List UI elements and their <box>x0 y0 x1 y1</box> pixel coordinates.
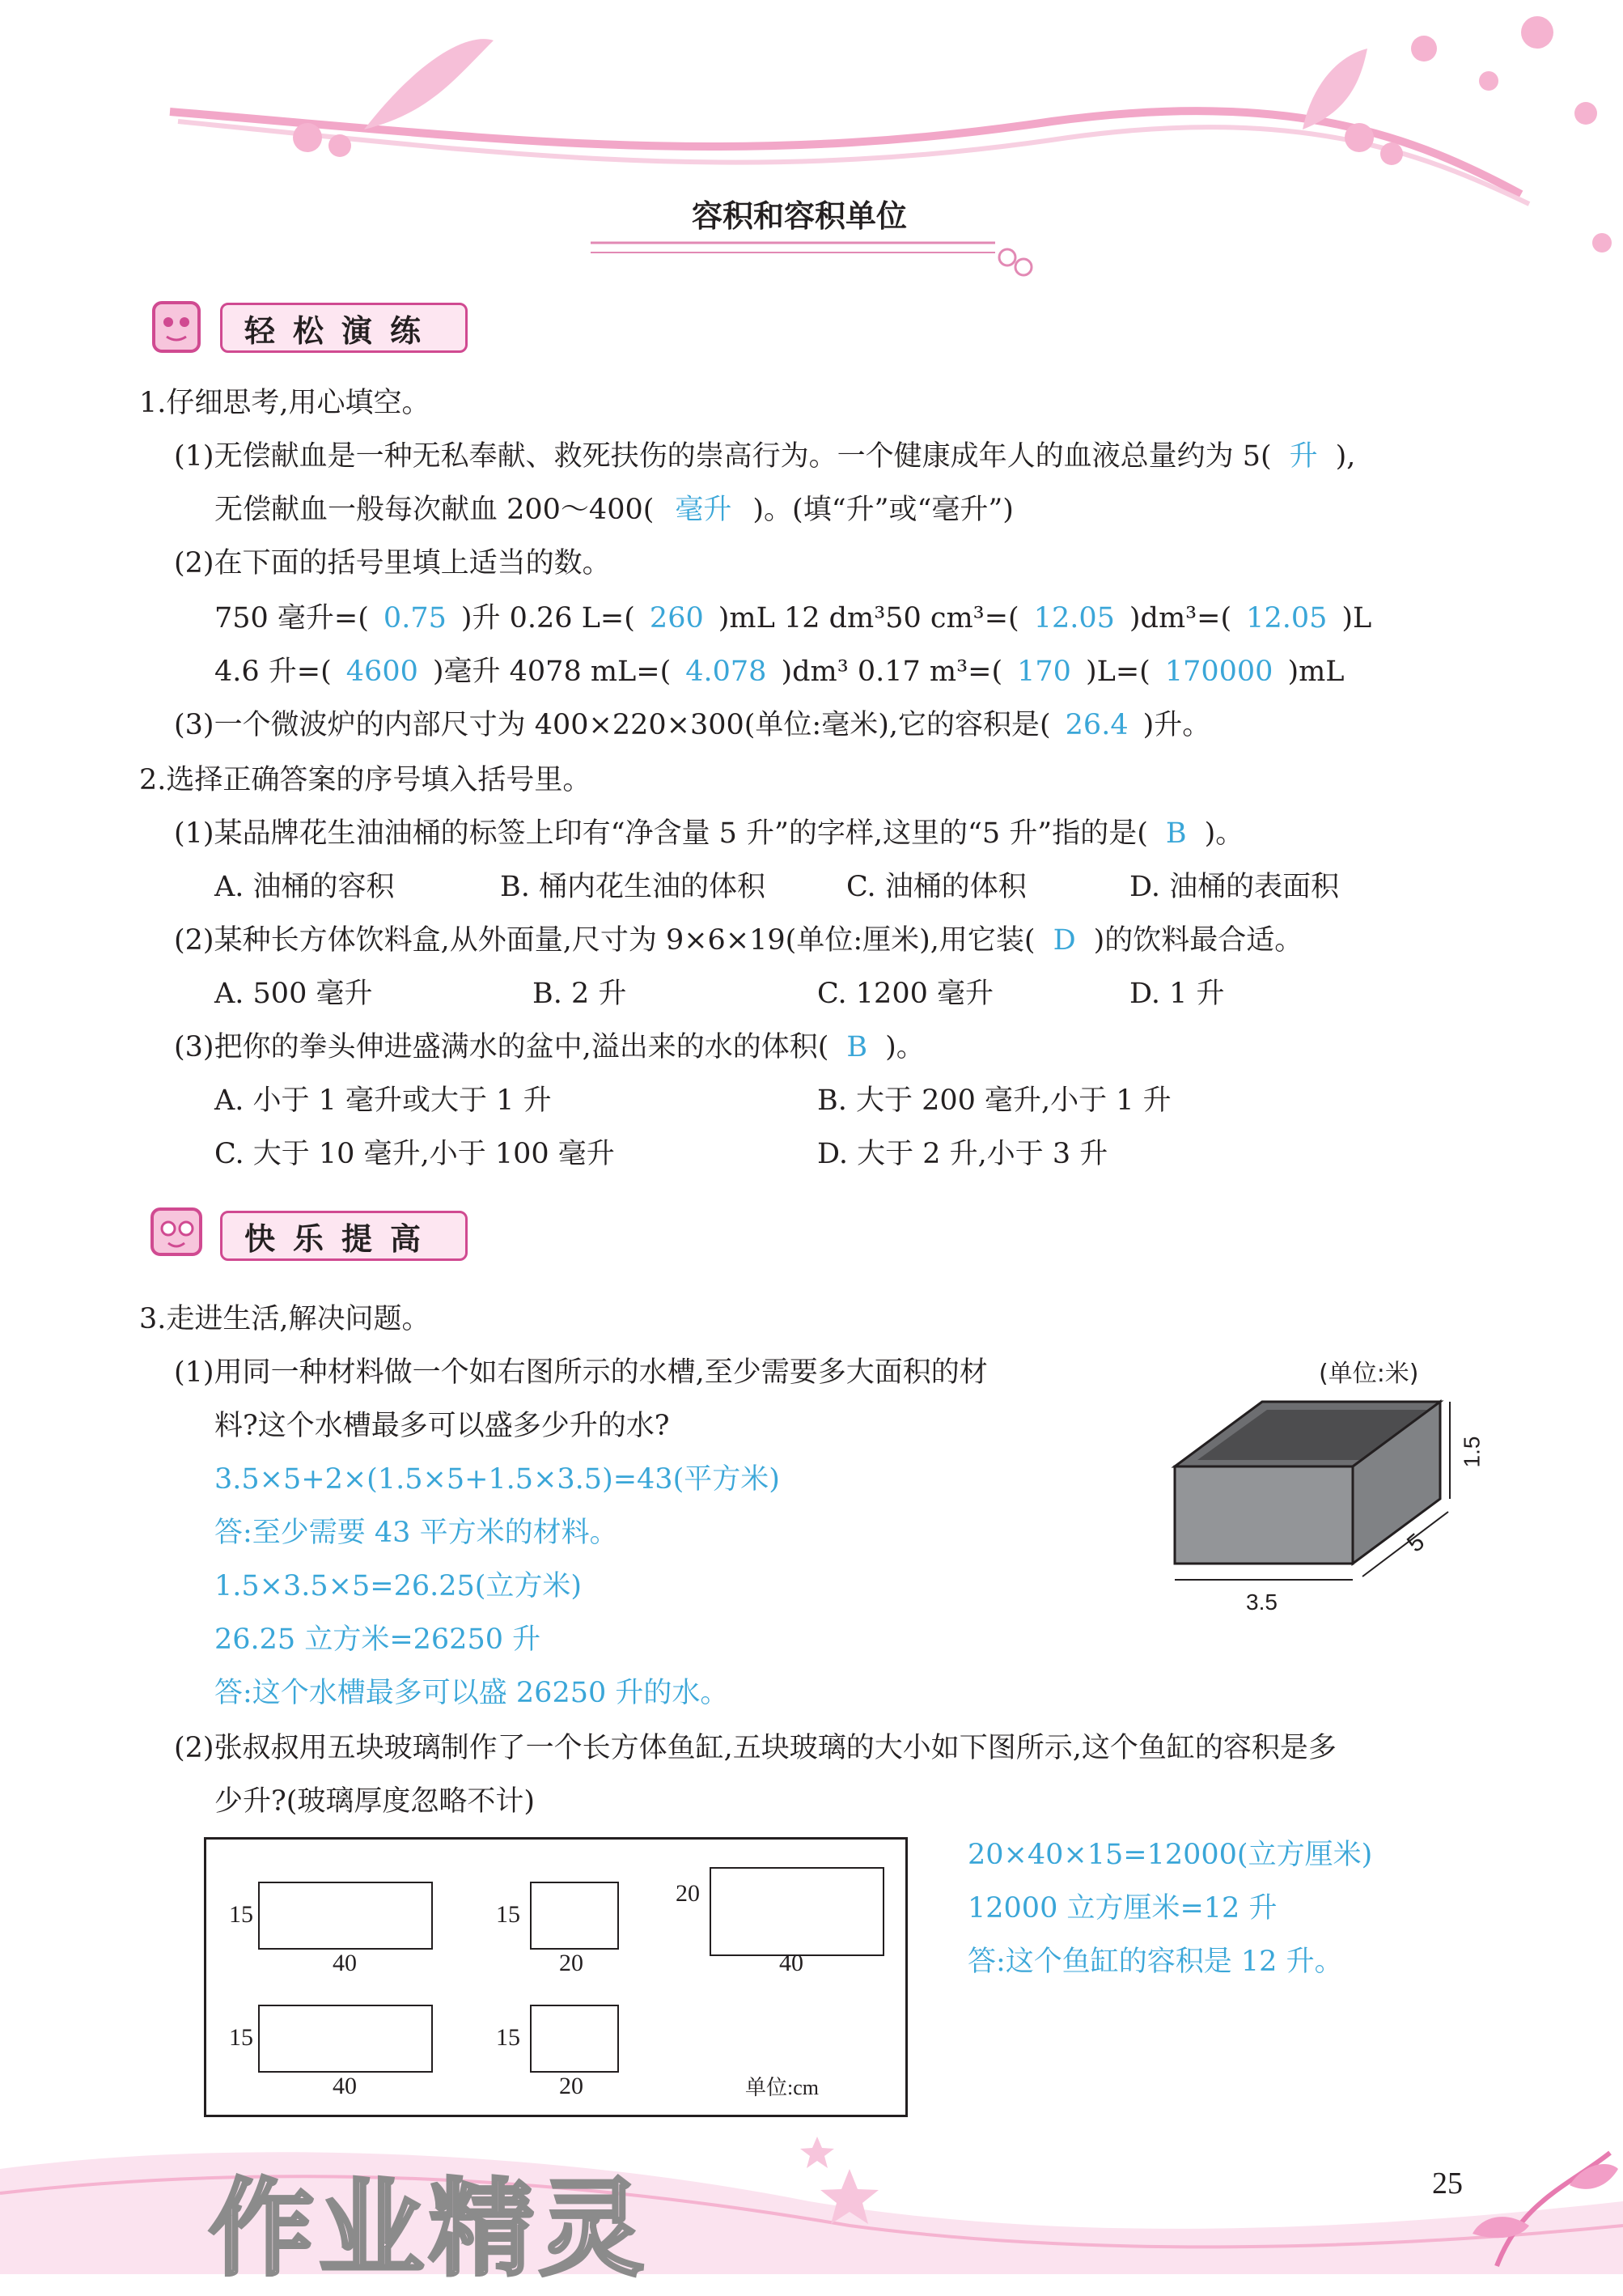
answer-line: 答:这个水槽最多可以盛 26250 升的水。 <box>214 1677 729 1709</box>
page-number: 25 <box>1432 2167 1463 2201</box>
pane-height-label: 20 <box>676 1880 700 1907</box>
q2-sub2: (2)某种长方体饮料盒,从外面量,尺寸为 9×6×19(单位:厘米),用它装( D )的饮料最合适。 <box>174 924 1303 957</box>
option-c: C. 大于 10 毫升,小于 100 毫升 <box>214 1138 615 1170</box>
row-text: )dm³=( <box>1129 602 1232 634</box>
option-d: D. 1 升 <box>1129 978 1225 1010</box>
option-c: C. 油桶的体积 <box>846 871 1027 903</box>
row-text: )升 0.26 L=( <box>460 602 635 634</box>
answer-line: 26.25 立方米=26250 升 <box>214 1623 541 1656</box>
pane-width-label: 40 <box>779 1950 803 1976</box>
option-d: D. 油桶的表面积 <box>1129 871 1340 903</box>
glass-pane <box>258 2005 433 2073</box>
row-text: )mL <box>1287 656 1345 688</box>
q1-conversion-row-2 <box>214 654 1345 690</box>
answer-line: 答:这个鱼缸的容积是 12 升。 <box>968 1946 1343 1978</box>
tank-height-label: 1.5 <box>1459 1436 1485 1468</box>
glass-unit-label: 单位:cm <box>745 2076 819 2099</box>
q3-part1-line2: 料?这个水槽最多可以盛多少升的水? <box>214 1410 670 1442</box>
row-text: )mL 12 dm³50 cm³=( <box>718 602 1019 634</box>
option-b: B. 桶内花生油的体积 <box>500 871 765 903</box>
answer-blank: 4600 <box>345 656 418 688</box>
option-c: C. 1200 毫升 <box>817 978 994 1010</box>
option-a: A. 500 毫升 <box>214 978 373 1010</box>
mascot-icon <box>139 296 220 361</box>
row-text: )dm³ 0.17 m³=( <box>781 656 1003 688</box>
answer-blank: D <box>1053 924 1076 957</box>
pane-width-label: 20 <box>559 1950 583 1976</box>
pane-height-label: 15 <box>229 2024 253 2051</box>
pane-height-label: 15 <box>496 2024 520 2051</box>
answer-blank: 0.75 <box>383 602 447 634</box>
page-title: 容积和容积单位 <box>692 198 908 234</box>
row-text: )L=( <box>1085 656 1151 688</box>
glass-pane <box>710 1867 884 1956</box>
pane-width-label: 20 <box>559 2073 583 2099</box>
answer-blank: 12.05 <box>1033 602 1115 634</box>
answer-blank: 毫升 <box>675 494 732 526</box>
answer-blank: B <box>846 1031 868 1063</box>
q1-conversion-row-1 <box>214 601 1371 636</box>
q3-part2-line2: 少升?(玻璃厚度忽略不计) <box>214 1785 536 1818</box>
row-text: )L <box>1341 602 1372 634</box>
option-a: A. 油桶的容积 <box>214 871 395 903</box>
option-d: D. 大于 2 升,小于 3 升 <box>817 1138 1108 1170</box>
q2-sub3: (3)把你的拳头伸进盛满水的盆中,溢出来的水的体积( B )。 <box>174 1031 925 1063</box>
tank-figure <box>1165 1353 1505 1628</box>
mascot-icon <box>139 1201 220 1266</box>
q1-part2: (2)在下面的括号里填上适当的数。 <box>174 547 611 579</box>
glass-pane <box>530 2005 619 2073</box>
badge-label: 轻松演练 <box>244 313 439 349</box>
answer-blank: 170000 <box>1164 656 1273 688</box>
option-b: B. 大于 200 毫升,小于 1 升 <box>817 1084 1172 1117</box>
pane-height-label: 15 <box>496 1901 520 1928</box>
q1-part3: (3)一个微波炉的内部尺寸为 400×220×300(单位:毫米),它的容积是( 26.4 )升。 <box>174 709 1211 741</box>
answer-blank: 12.05 <box>1246 602 1328 634</box>
watermark: 作业精灵 <box>209 2167 650 2290</box>
q3-part1-line1: (1)用同一种材料做一个如右图所示的水槽,至少需要多大面积的材 <box>174 1356 988 1389</box>
row-text: 750 毫升=( <box>214 602 369 634</box>
answer-line: 20×40×15=12000(立方厘米) <box>968 1839 1373 1871</box>
tank-unit-label: (单位:米) <box>1319 1360 1419 1388</box>
section-badge-happy-improve <box>139 1201 479 1263</box>
question-1-stem: 1.仔细思考,用心填空。 <box>139 387 430 419</box>
pane-height-label: 15 <box>229 1901 253 1928</box>
option-a: A. 小于 1 毫升或大于 1 升 <box>214 1084 552 1117</box>
pane-width-label: 40 <box>333 1950 357 1976</box>
answer-blank: 260 <box>649 602 704 634</box>
answer-line: 3.5×5+2×(1.5×5+1.5×3.5)=43(平方米) <box>214 1463 780 1496</box>
answer-blank: B <box>1165 817 1187 850</box>
question-2-stem: 2.选择正确答案的序号填入括号里。 <box>139 764 591 796</box>
tank-drawing <box>1165 1386 1505 1628</box>
answer-line: 12000 立方厘米=12 升 <box>968 1892 1278 1925</box>
header-decoration <box>0 0 1623 291</box>
row-text: 4.6 升=( <box>214 656 332 688</box>
answer-blank: 升 <box>1289 440 1318 473</box>
question-3-stem: 3.走进生活,解决问题。 <box>139 1303 430 1335</box>
answer-blank: 170 <box>1017 656 1071 688</box>
tank-depth-label: 5 <box>1402 1528 1430 1558</box>
row-text: )毫升 4078 mL=( <box>432 656 672 688</box>
answer-blank: 4.078 <box>685 656 767 688</box>
badge-label: 快乐提高 <box>244 1221 439 1257</box>
option-b: B. 2 升 <box>532 978 627 1010</box>
glass-panes-figure <box>204 1837 908 2117</box>
glass-pane <box>530 1882 619 1950</box>
answer-blank: 26.4 <box>1065 709 1129 741</box>
tank-width-label: 3.5 <box>1246 1589 1278 1615</box>
q3-part2-line1: (2)张叔叔用五块玻璃制作了一个长方体鱼缸,五块玻璃的大小如下图所示,这个鱼缸的容积是多 <box>174 1732 1337 1764</box>
q1-part1-line1: (1)无偿献血是一种无私奉献、救死扶伤的崇高行为。一个健康成年人的血液总量约为 5( 升 ), <box>174 440 1356 473</box>
pane-width-label: 40 <box>333 2073 357 2099</box>
glass-pane <box>258 1882 433 1950</box>
answer-line: 1.5×3.5×5=26.25(立方米) <box>214 1570 583 1602</box>
q2-sub1: (1)某品牌花生油油桶的标签上印有“净含量 5 升”的字样,这里的“5 升”指的是( B )。 <box>174 817 1244 850</box>
answer-line: 答:至少需要 43 平方米的材料。 <box>214 1517 618 1549</box>
q1-part1-line2: 无偿献血一般每次献血 200～400( 毫升 )。(填“升”或“毫升”) <box>214 494 1014 526</box>
section-badge-easy-practice <box>139 296 479 354</box>
